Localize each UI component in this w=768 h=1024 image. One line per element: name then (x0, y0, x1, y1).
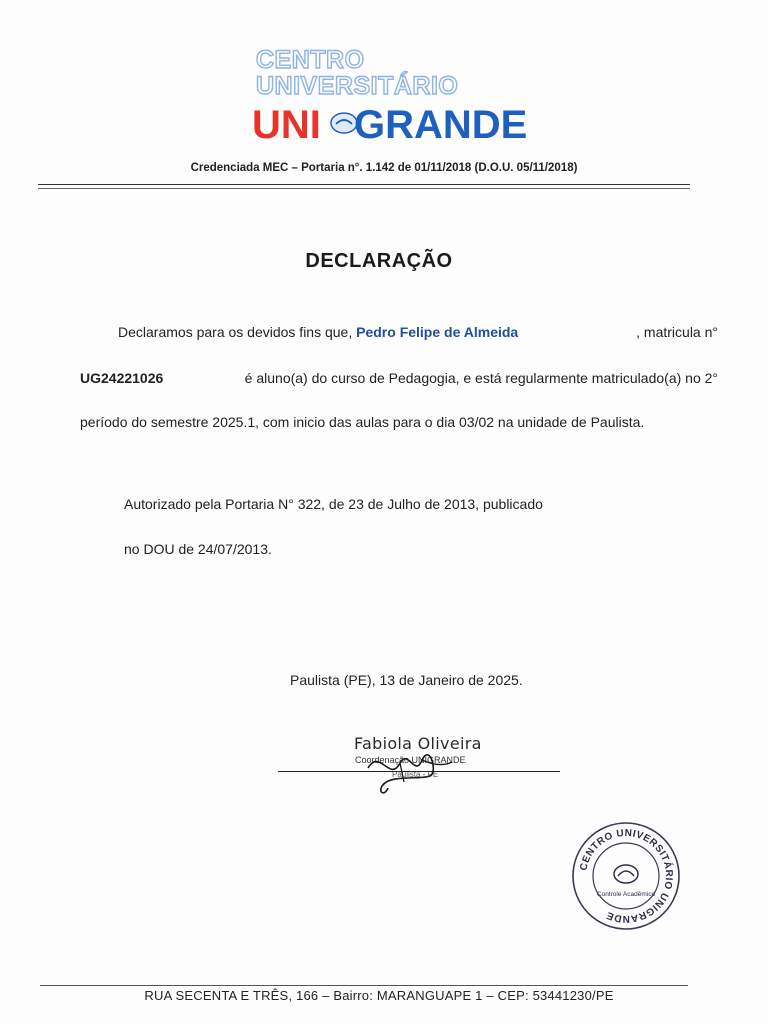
authorization-line-2: no DOU de 24/07/2013. (124, 541, 272, 557)
place-date: Paulista (PE), 13 de Janeiro de 2025. (290, 672, 523, 688)
institution-stamp (570, 820, 682, 932)
document-title: DECLARAÇÃO (305, 250, 453, 272)
paragraph-intro: Declaramos para os devidos fins que, (118, 324, 353, 340)
registration-label: , matricula n° (636, 324, 718, 340)
handwritten-signature (360, 738, 470, 798)
unigrande-logo (250, 40, 530, 150)
student-name: Pedro Felipe de Almeida (356, 324, 519, 340)
header-divider-secondary (38, 188, 690, 189)
stamp-inner-text: Controle Acadêmico (596, 891, 656, 898)
footer-address: RUA SECENTA E TRÊS, 166 – Bairro: MARANGUAPE 1 – CEP: 53441230/PE (144, 988, 614, 1003)
accreditation-text: Credenciada MEC – Portaria n°. 1.142 de 01/11/2018 (D.O.U. 05/11/2018) (190, 162, 578, 174)
authorization-line-1: Autorizado pela Portaria N° 322, de 23 de Julho de 2013, publicado (124, 496, 543, 512)
stamp-ring-text: CENTRO UNIVERSITÁRIO UNIGRANDE (578, 827, 675, 925)
logo-line2: UNIVERSITÁRIO (256, 72, 459, 100)
logo-grande: GRANDE (354, 103, 528, 147)
logo-uni: UNI (252, 103, 321, 147)
logo-line1: CENTRO (256, 46, 365, 74)
course-text: é aluno(a) do curso de Pedagogia, e está regularmente matriculado(a) no 2° (244, 370, 718, 386)
header-divider (38, 184, 690, 185)
paragraph-line-2 (80, 370, 718, 386)
footer-divider (40, 985, 688, 986)
registration-number: UG24221026 (80, 370, 164, 386)
paragraph-line-3: período do semestre 2025.1, com inicio das aulas para o dia 03/02 na unidade de Paulista. (80, 414, 645, 430)
signatory-role: Coordenação UNIGRANDE (355, 755, 466, 765)
signatory-name: Fabiola Oliveira (354, 734, 482, 753)
paragraph-line-1 (118, 324, 718, 340)
stamp-emblem-icon (614, 865, 638, 883)
signatory-location: Paulista - PE (392, 770, 439, 779)
signature-line (278, 771, 560, 772)
